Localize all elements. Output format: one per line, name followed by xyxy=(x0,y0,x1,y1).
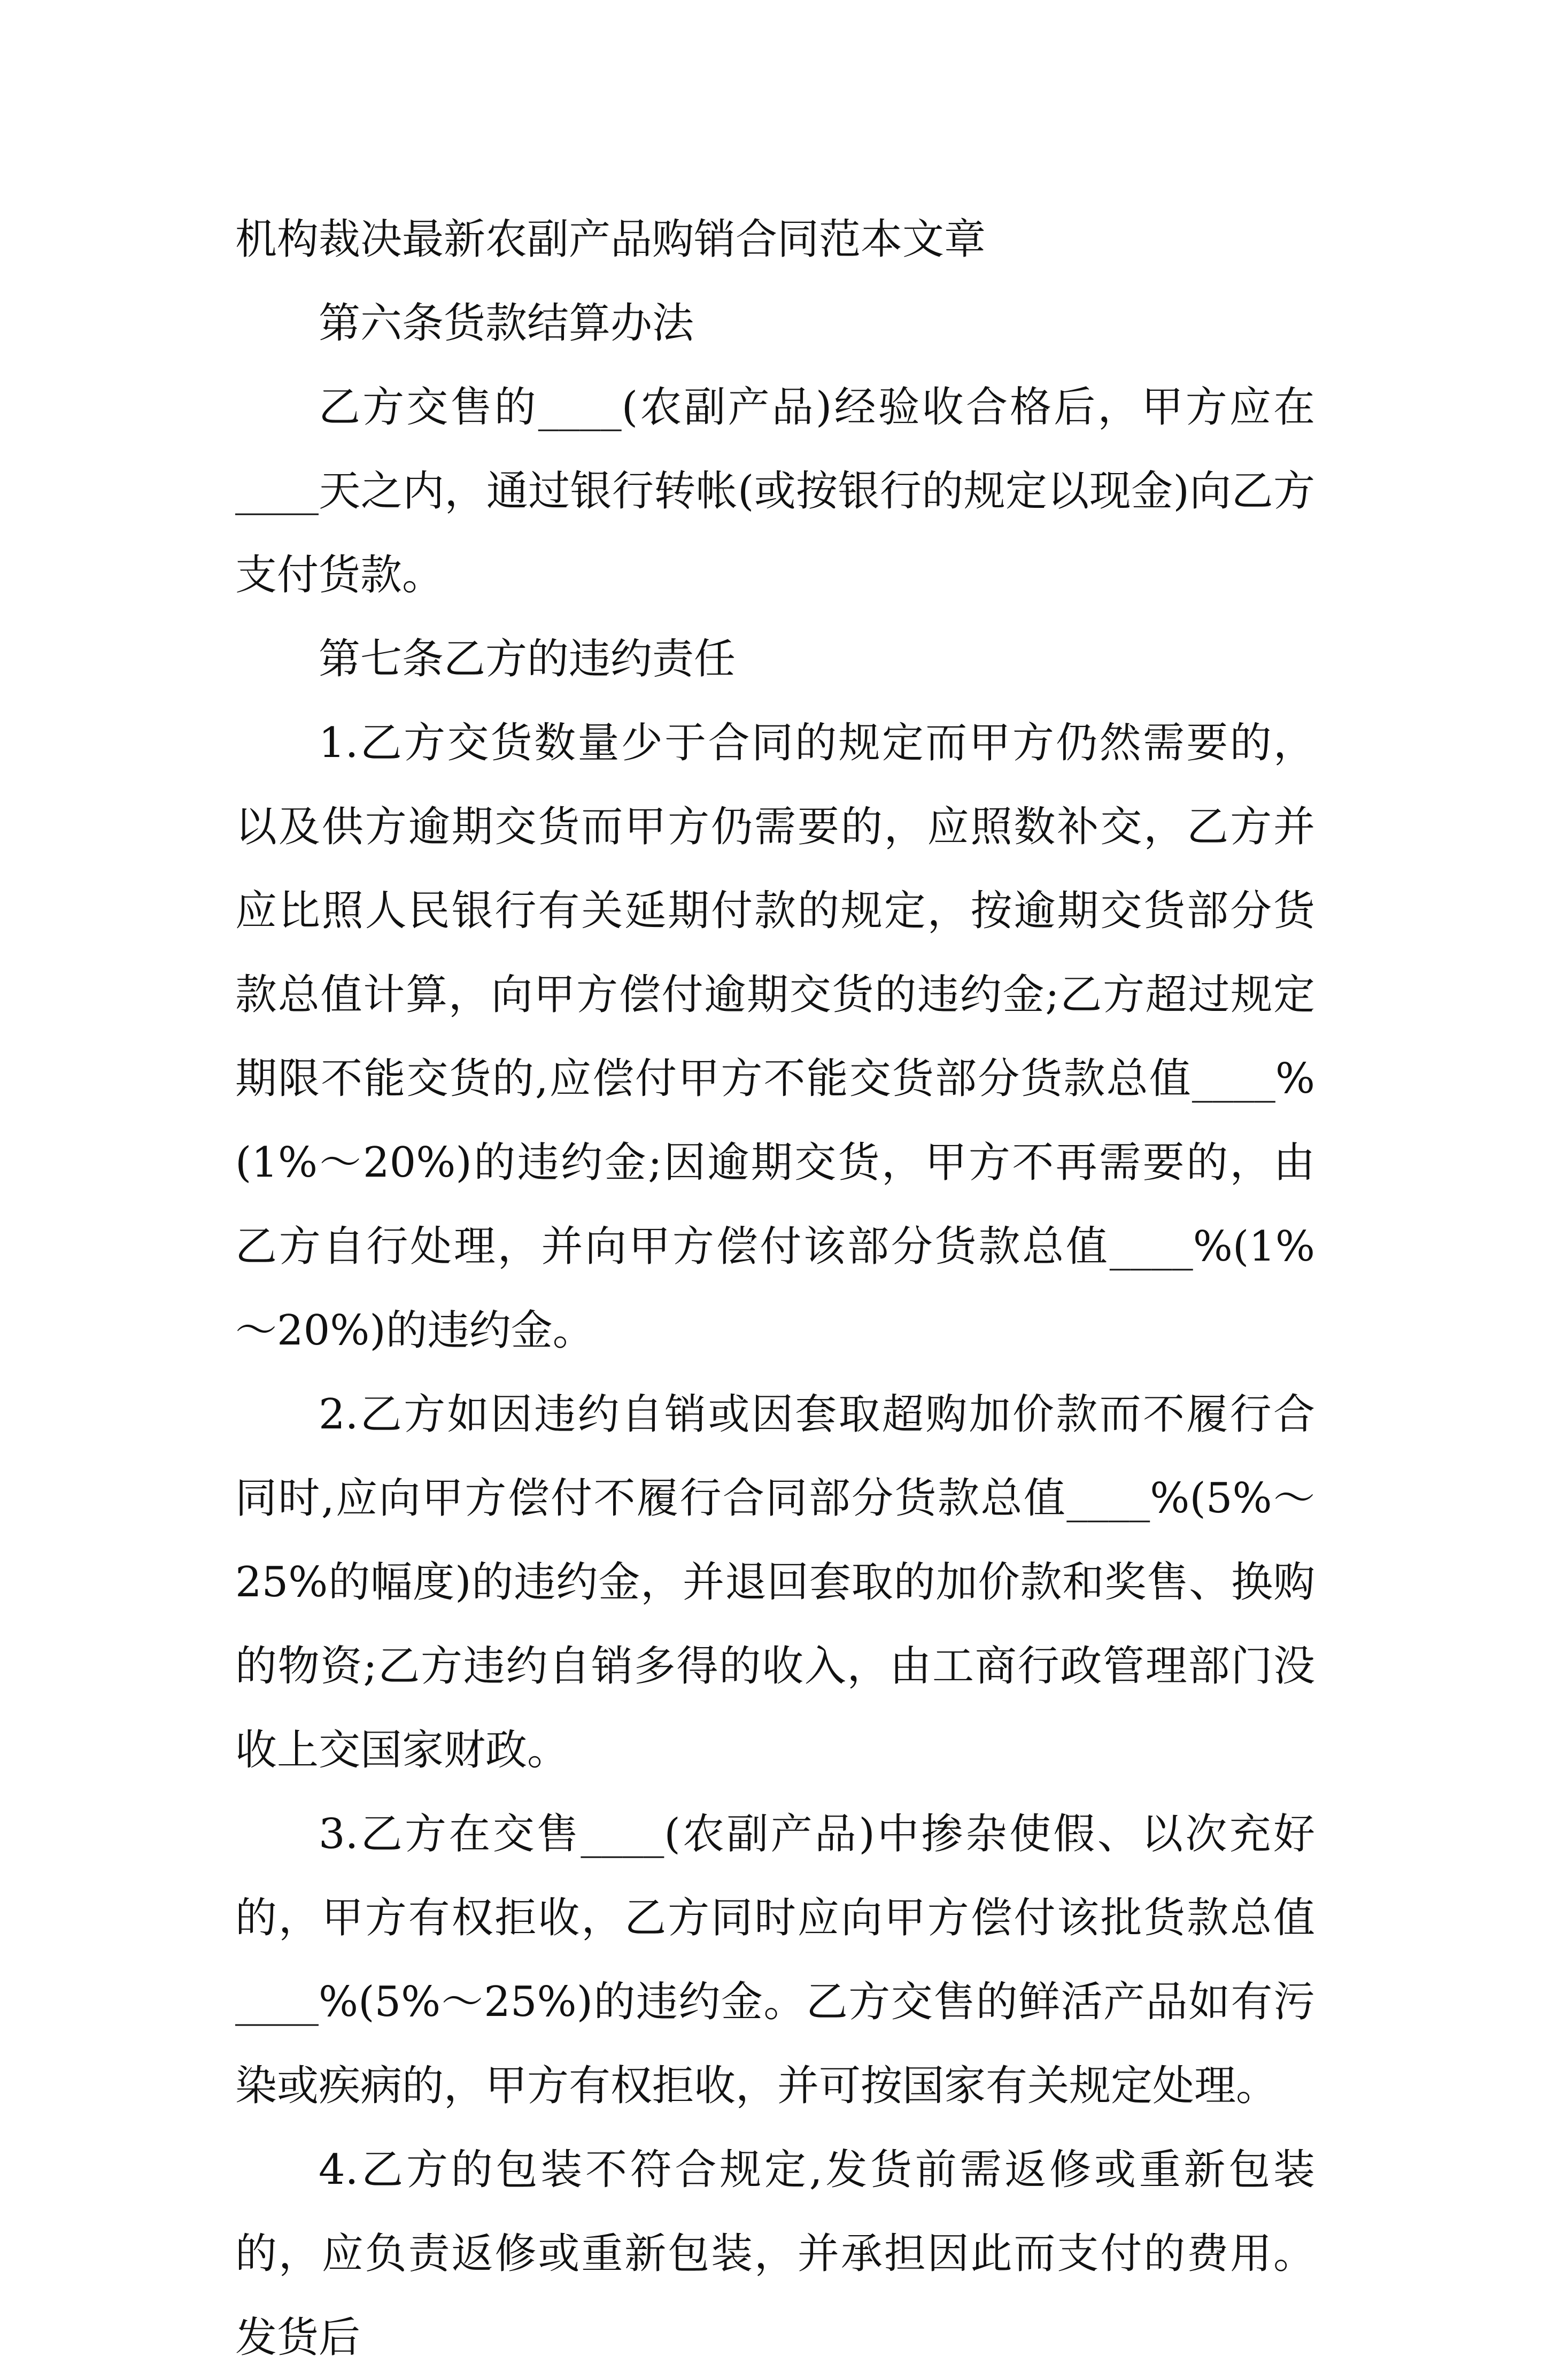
section-heading-7: 第七条乙方的违约责任 xyxy=(319,635,736,683)
paragraph-clause-4: 4.乙方的包装不符合规定,发货前需返修或重新包装的，应负责返修或重新包装，并承担因此而支付的费用。发货后 xyxy=(235,2146,1315,2362)
section-heading-6: 第六条货款结算办法 xyxy=(319,299,694,347)
paragraph-clause-2: 2.乙方如因违约自销或因套取超购加价款而不履行合同时,应向甲方偿付不履行合同部分货款总值____%(5%～25%的幅度)的违约金，并退回套取的加价款和奖售、换购的物资;乙方违约自销多得的收入，由工商行政管理部门没收上交国家财政。 xyxy=(235,1390,1315,1774)
document-title: 机构裁决最新农副产品购销合同范本文章 xyxy=(235,215,986,264)
paragraph-clause-3: 3.乙方在交售____(农副产品)中掺杂使假、以次充好的，甲方有权拒收，乙方同时应向甲方偿付该批货款总值____%(5%～25%)的违约金。乙方交售的鲜活产品如有污染或疾病的，甲方有权拒收，并可按国家有关规定处理。 xyxy=(235,1810,1315,2110)
document-page xyxy=(235,198,1315,2380)
paragraph-clause-1: 1.乙方交货数量少于合同的规定而甲方仍然需要的，以及供方逾期交货而甲方仍需要的，应照数补交，乙方并应比照人民银行有关延期付款的规定，按逾期交货部分货款总值计算，向甲方偿付逾期交货的违约金;乙方超过规定期限不能交货的,应偿付甲方不能交货部分货款总值____%(1%～20%)的违约金;因逾期交货，甲方不再需要的，由乙方自行处理，并向甲方偿付该部分货款总值____%(1%～20%)的违约金。 xyxy=(235,719,1315,1355)
paragraph-payment: 乙方交售的____(农副产品)经验收合格后，甲方应在____天之内，通过银行转帐(或按银行的规定以现金)向乙方支付货款。 xyxy=(235,383,1315,599)
